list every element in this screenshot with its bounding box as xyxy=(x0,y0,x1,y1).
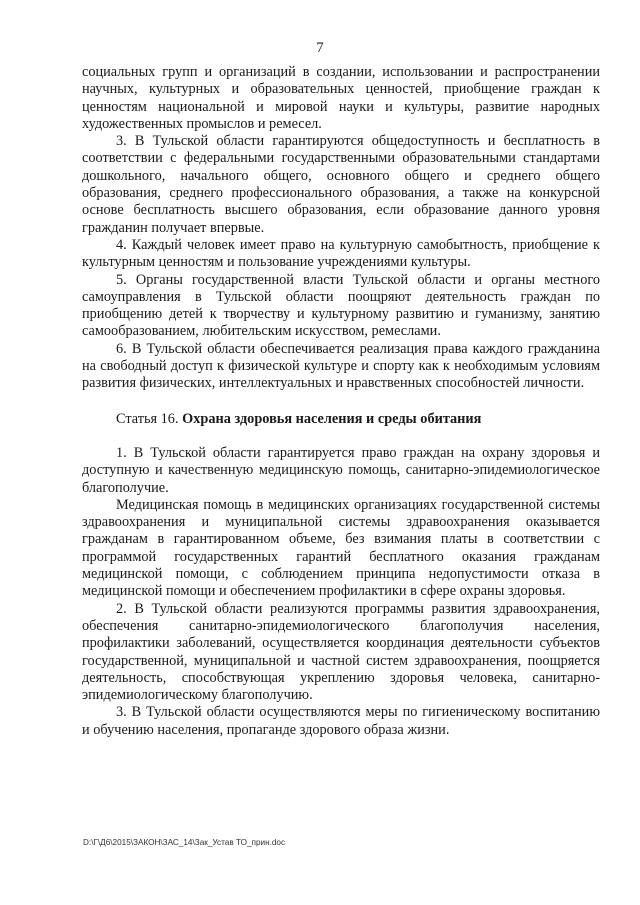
article-paragraph-1: 1. В Тульской области гарантируется право граждан на охрану здоровья и доступную и качественную медицинскую помощь, санитарно-эпидемиологическое благополучие. xyxy=(82,444,600,496)
article-label: Статья 16. xyxy=(116,410,179,427)
footer-file-path: D:\Г\Д6\2015\ЗАКОН\ЗАС_14\Зак_Устав ТО_прин.doc xyxy=(83,838,286,847)
article-heading xyxy=(82,411,600,428)
article-paragraph-2: 2. В Тульской области реализуются программы развития здравоохранения, обеспечения санитарно-эпидемиологического благополучия населения, профилактики заболеваний, осуществляется координация деятельности субъектов государственной, муниципальной и частной систем здравоохранения, поощряется деятельность, способствующая укреплению здоровья человека, санитарно-эпидемиологическому благополучию. xyxy=(82,600,600,704)
article-paragraph-medical-help: Медицинская помощь в медицинских организациях государственной системы здравоохранения и муниципальной системы здравоохранения оказывается гражданам в гарантированном объеме, без взимания платы в соответствии с программой государственных гарантий бесплатного оказания гражданам медицинской помощи, с соблюдением принципа недопустимости отказа в медицинской помощи и обеспечением профилактики в сфере охраны здоровья. xyxy=(82,496,600,600)
article-paragraph-3: 3. В Тульской области осуществляются меры по гигиеническому воспитанию и обучению населения, пропаганде здорового образа жизни. xyxy=(82,704,600,738)
article-title: Охрана здоровья населения и среды обитания xyxy=(182,410,482,427)
paragraph-item-3: 3. В Тульской области гарантируются общедоступность и бесплатность в соответствии с федеральными государственными образовательными стандартами дошкольного, начального общего, основного общего и среднего общего образования, среднего профессионального образования, а также на конкурсной основе бесплатность высшего образования, если образование данного уровня гражданин получает впервые. xyxy=(82,133,600,236)
page-number: 7 xyxy=(316,40,324,56)
paragraph-item-6: 6. В Тульской области обеспечивается реализация права каждого гражданина на свободный доступ к физической культуре и спорту как к необходимым условиям развития физических, интеллектуальных и нравственных способностей личности. xyxy=(82,340,600,392)
document-body xyxy=(82,64,600,739)
paragraph-item-4: 4. Каждый человек имеет право на культурную самобытность, приобщение к культурным ценностям и пользование учреждениями культуры. xyxy=(82,236,600,271)
paragraph-item-5: 5. Органы государственной власти Тульской области и органы местного самоуправления в Тульской области поощряют деятельность граждан по приобщению детей к творчеству и культурному развитию и гуманизму, занятию самообразованием, любительским искусством, ремеслами. xyxy=(82,271,600,340)
paragraph-continuation: социальных групп и организаций в создании, использовании и распространении научных, культурных и образовательных ценностей, приобщение граждан к ценностям национальной и мировой науки и культуры, развитие народных художественных промыслов и ремесел. xyxy=(82,64,600,132)
